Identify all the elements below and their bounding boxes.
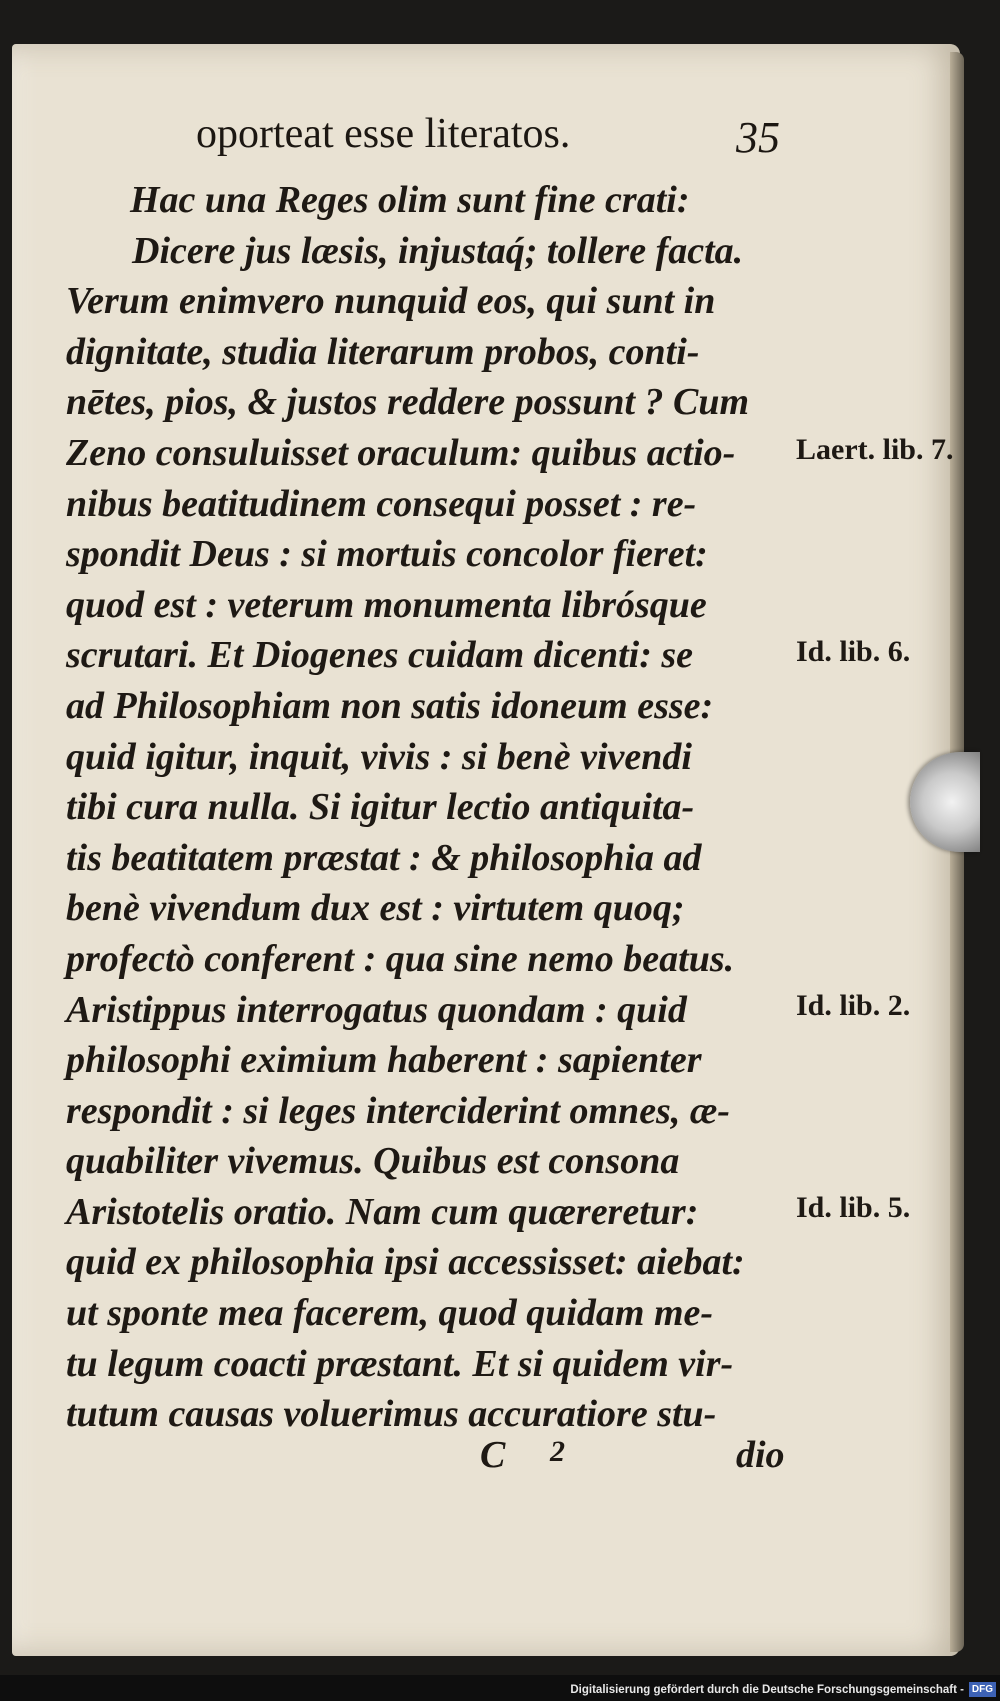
text-line: profectò conferent : qua sine nemo beatus. [66,937,735,980]
page-number: 35 [736,113,780,162]
text-line: spondit Deus : si mortuis concolor fieret: [66,533,708,576]
text-line: tis beatitatem præstat : & philosophia ad [66,836,702,879]
text-line: ad Philosophiam non satis idoneum esse: [66,684,714,727]
digitization-bar [0,1675,1000,1701]
text-line: philosophi eximium haberent : sapienter [66,1039,702,1082]
text-line: Verum enimvero nunquid eos, qui sunt in [66,280,716,323]
text-line: quabiliter vivemus. Quibus est consona [66,1140,680,1183]
text-line: quid ex philosophia ipsi accessisset: aiebat: [66,1241,745,1284]
digitization-credit: Digitalisierung gefördert durch die Deutsche Forschungsgemeinschaft - [570,1684,964,1696]
margin-note: Id. lib. 5. [796,1191,911,1224]
signature-number: 2 [550,1435,565,1468]
text-line: benè vivendum dux est : virtutem quoq; [66,887,685,930]
catchword: dio [736,1434,785,1476]
body-text [66,175,786,1440]
text-line: tu legum coacti præstant. Et si quidem vir- [66,1342,734,1385]
text-line: Hac una Reges olim sunt fine crati: [130,179,690,221]
dfg-badge: DFG [969,1682,996,1697]
text-line: scrutari. Et Diogenes cuidam dicenti: se [66,634,693,677]
text-line: ut sponte mea facerem, quod quidam me- [66,1292,714,1335]
text-line: tibi cura nulla. Si igitur lectio antiquita- [66,786,695,829]
text-line: tutum causas voluerimus accuratiore stu- [66,1393,717,1436]
text-line: respondit : si leges interciderint omnes, æ- [66,1089,730,1132]
page-edge [950,52,964,1652]
margin-note: Id. lib. 6. [796,635,911,668]
text-line: nibus beatitudinem consequi posset : re- [66,482,697,525]
margin-note: Laert. lib. 7. [796,433,954,466]
text-line: Zeno consuluisset oraculum: quibus actio- [66,431,736,474]
text-line: quid igitur, inquit, vivis : si benè vivendi [66,735,692,778]
text-line: Dicere jus læsis, injustaq́; tollere facta. [132,229,744,272]
margin-note: Id. lib. 2. [796,989,911,1022]
text-line: Aristippus interrogatus quondam : quid [66,988,687,1031]
text-line: nētes, pios, & justos reddere possunt ? Cum [66,381,750,424]
text-line: Aristotelis oratio. Nam cum quæreretur: [66,1190,699,1233]
running-title: oporteat esse literatos. [196,111,571,157]
text-line: dignitate, studia literarum probos, conti- [66,330,700,373]
signature-mark: C [480,1434,506,1476]
text-line: quod est : veterum monumenta librósque [66,583,707,626]
